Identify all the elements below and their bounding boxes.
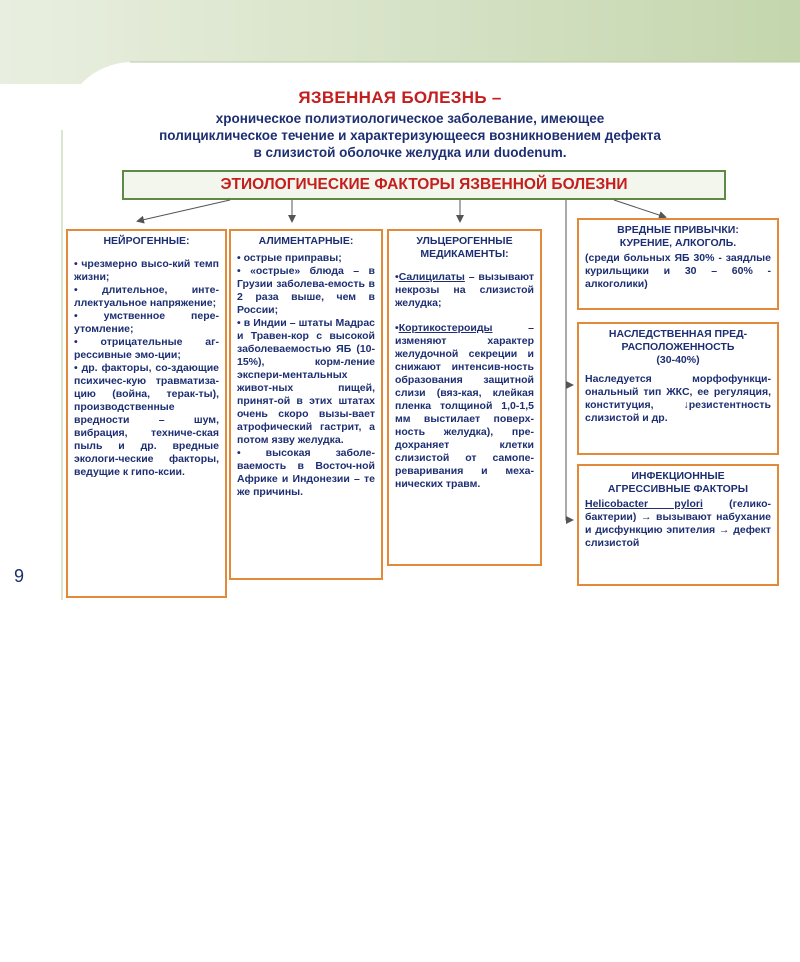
list-item: • чрезмерно высо-кий темп жизни;: [74, 258, 219, 283]
arrow-habits: [614, 200, 665, 217]
pathogen-name: Helicobacter pylori: [585, 498, 703, 510]
slide-title: ЯЗВЕННАЯ БОЛЕЗНЬ –: [298, 88, 502, 107]
list-item: • умственное пере-утомление;: [74, 310, 219, 335]
corticoids-paragraph: •Кортикостероиды – изменяют характер желудочной секреции и снижают интенсив-ность образования защитной слизи (вяз-кая, клейкая пленка толщиной 1,0-1,5 мм выстилает поверх-ность желудка), пре-дохраняет клетки слизистой от самопе-реваривания и меха-нических травм.: [395, 322, 534, 490]
list-item: • «острые» блюда – в Грузии заболева-емость в 2 раза выше, чем в России;: [237, 265, 375, 316]
heading-line: АГРЕССИВНЫЕ ФАКТОРЫ: [607, 483, 749, 495]
arrow-heredity: [566, 200, 572, 385]
heredity-percent: (30-40%): [656, 354, 700, 366]
list-item: • др. факторы, со-здающие психичес-кую травматиза-цию (война, терак-ты), производственные вредности – шум, вибрация, техниче-ская пыль и др. вредные экологи-ческие факторы, ведущие к гипо-ксии.: [74, 362, 219, 478]
habits-box: [577, 218, 779, 310]
list-item: • в Индии – штаты Мадрас и Травен-кор с высокой заболеваемостью ЯБ (10-15%), корм-ление экспери-ментальных живот-ных пищей, принят-ой в этих штатах очень скоро вызы-вает атрофический гастрит, а потом язву желудка.: [237, 317, 375, 446]
corticoids-label: Кортикостероиды: [398, 322, 493, 334]
etiology-banner: ЭТИОЛОГИЧЕСКИЕ ФАКТОРЫ ЯЗВЕННОЙ БОЛЕЗНИ: [122, 170, 726, 200]
infection-text: (гелико-бактерии) → вызывают набухание и дисфункцию эпителия → дефект слизистой: [585, 498, 772, 549]
list-item: • острые приправы;: [237, 252, 342, 264]
salicylates-paragraph: •Салицилаты – вызывают некрозы на слизистой желудка;: [395, 271, 535, 309]
heading-line: НАСЛЕДСТВЕННАЯ ПРЕД-: [608, 328, 748, 340]
habits-heading: [579, 220, 777, 250]
heading-line: МЕДИКАМЕНТЫ:: [420, 248, 509, 260]
heredity-heading: [579, 324, 777, 354]
heading-line: ВРЕДНЫЕ ПРИВЫЧКИ:: [617, 224, 739, 236]
slide-number: 9: [14, 566, 25, 586]
list-item: • отрицательные аг-рессивные эмо-ции;: [74, 336, 219, 361]
infection-box: [577, 464, 779, 586]
heredity-box: [577, 322, 779, 455]
alimentary-list: [231, 248, 381, 499]
salicylates-text: – вызывают некрозы на слизистой желудка;: [395, 271, 535, 309]
infection-body: [579, 496, 777, 550]
heading-line: УЛЬЦЕРОГЕННЫЕ: [416, 235, 513, 247]
arrow-infection: [566, 385, 572, 520]
neurogenic-heading: НЕЙРОГЕННЫЕ:: [103, 235, 190, 247]
neurogenic-box: [66, 229, 227, 598]
heading-line: РАСПОЛОЖЕННОСТЬ: [621, 341, 735, 353]
ulcerogenic-box: [387, 229, 542, 566]
heading-line: КУРЕНИЕ, АЛКОГОЛЬ.: [619, 237, 737, 249]
subtitle-line: в слизистой оболочке желудка или duodenum.: [253, 145, 567, 160]
salicylates-label: Салицилаты: [398, 271, 465, 283]
alimentary-box: [229, 229, 383, 580]
subtitle-line: полициклическое течение и характеризующееся возникновением дефекта: [159, 128, 661, 143]
heading-line: ИНФЕКЦИОННЫЕ: [631, 470, 725, 482]
arrow-neuro: [138, 200, 230, 221]
list-item: • высокая заболе-ваемость в Восточ-ной Африке и Индонезии – те же причины.: [237, 447, 375, 498]
alimentary-heading: АЛИМЕНТАРНЫЕ:: [258, 235, 354, 247]
habits-body: (среди больных ЯБ 30% - заядлые курильщики и 30 – 60% - алкоголики): [585, 252, 771, 290]
ulcerogenic-heading: [389, 231, 540, 261]
infection-heading: [579, 466, 777, 496]
list-item: • длительное, инте-ллектуальное напряжение;: [74, 284, 219, 309]
subtitle-line: хроническое полиэтиологическое заболевание, имеющее: [215, 111, 605, 126]
neurogenic-list: [68, 248, 225, 479]
corticoids-text: – изменяют характер желудочной секреции и снижают интенсив-ность образования защитной слизи (вяз-кая, клейкая пленка толщиной 1,0-1,5 мм выстилает поверх-ность желудка), пре-дохраняет клетки слизистой от самопе-реваривания и меха-нических травм.: [395, 322, 534, 490]
heredity-body: Наследуется морфофункци-ональный тип ЖКС, ее регуляция, конституция, ↓резистентность слизистой и др.: [585, 373, 771, 424]
